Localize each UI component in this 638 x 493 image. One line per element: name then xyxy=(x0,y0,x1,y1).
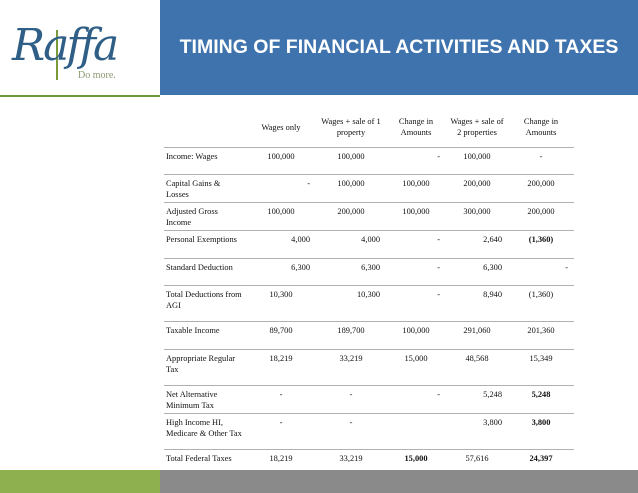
cell: 15,000 xyxy=(404,454,428,463)
row-label: Taxable Income xyxy=(166,326,220,335)
cell: 200,000 xyxy=(527,207,555,216)
row-label: Total Federal Taxes xyxy=(166,454,232,463)
table-row xyxy=(164,286,574,322)
cell: 57,616 xyxy=(465,454,489,463)
cell: 100,000 xyxy=(337,152,365,161)
row-label: Personal Exemptions xyxy=(166,235,237,244)
cell: 189,700 xyxy=(337,326,365,335)
cell: - xyxy=(565,263,568,272)
table-row xyxy=(164,175,574,203)
tax-comparison-table xyxy=(164,107,574,477)
cell: 3,800 xyxy=(531,418,551,427)
cell: 5,248 xyxy=(483,390,502,399)
header-cell-wages-only: Wages only xyxy=(261,122,301,132)
table-row xyxy=(164,231,574,259)
cell: 100,000 xyxy=(402,207,430,216)
table-row xyxy=(164,350,574,386)
cell: 4,000 xyxy=(361,235,380,244)
logo-tagline: Do more. xyxy=(78,70,116,81)
row-label: Income: Wages xyxy=(166,152,218,161)
cell: 200,000 xyxy=(527,179,555,188)
cell: (1,360) xyxy=(528,290,554,299)
logo xyxy=(0,0,160,95)
table-row xyxy=(164,259,574,286)
cell: 8,940 xyxy=(483,290,502,299)
row-label: Standard Deduction xyxy=(166,263,233,272)
cell: 2,640 xyxy=(483,235,502,244)
cell: - xyxy=(349,390,353,399)
slide-title-banner xyxy=(160,0,638,95)
header-cell-two-properties: Wages + sale of 2 properties xyxy=(450,117,504,137)
footer-accent-green xyxy=(0,470,160,493)
cell: - xyxy=(437,290,440,299)
row-label: Total Deductions from AGI xyxy=(166,290,242,310)
cell: - xyxy=(539,152,543,161)
cell: 4,000 xyxy=(291,235,310,244)
cell: 18,219 xyxy=(269,354,293,363)
cell: 5,248 xyxy=(531,390,551,399)
logo-wordmark: Raffa xyxy=(12,20,117,71)
cell: 201,360 xyxy=(527,326,555,335)
cell: 100,000 xyxy=(267,207,295,216)
header-cell-change-1: Change in Amounts xyxy=(398,117,434,137)
cell: 10,300 xyxy=(269,290,293,299)
cell: 200,000 xyxy=(463,179,491,188)
cell: 33,219 xyxy=(339,454,363,463)
row-label: Adjusted Gross Income xyxy=(166,207,218,227)
cell: 100,000 xyxy=(402,326,430,335)
cell: - xyxy=(349,418,353,427)
cell: - xyxy=(279,390,283,399)
cell: 48,568 xyxy=(465,354,489,363)
cell: 291,060 xyxy=(463,326,491,335)
table-row xyxy=(164,386,574,414)
cell: 24,397 xyxy=(529,454,553,463)
cell: 15,000 xyxy=(404,354,428,363)
cell: - xyxy=(437,263,440,272)
table-row xyxy=(164,322,574,350)
cell: 100,000 xyxy=(267,152,295,161)
accent-divider xyxy=(0,95,160,97)
cell: 100,000 xyxy=(337,179,365,188)
cell: - xyxy=(279,418,283,427)
cell: 300,000 xyxy=(463,207,491,216)
table-row xyxy=(164,203,574,231)
cell: 6,300 xyxy=(291,263,310,272)
cell: - xyxy=(437,235,440,244)
table-row xyxy=(164,414,574,450)
cell: - xyxy=(307,179,310,188)
slide-title: TIMING OF FINANCIAL ACTIVITIES AND TAXES xyxy=(179,36,619,58)
table-header-row xyxy=(164,107,574,148)
cell xyxy=(386,414,446,450)
header-cell-change-2: Change in Amounts xyxy=(523,117,559,137)
cell: 18,219 xyxy=(269,454,293,463)
cell: 89,700 xyxy=(269,326,293,335)
row-label: High Income HI, Medicare & Other Tax xyxy=(166,418,242,438)
cell: 200,000 xyxy=(337,207,365,216)
cell: - xyxy=(437,390,440,399)
cell: 15,349 xyxy=(529,354,553,363)
header-cell-one-property: Wages + sale of 1 property xyxy=(321,117,381,137)
row-label: Appropriate Regular Tax xyxy=(166,354,236,374)
cell: - xyxy=(437,152,440,161)
header-cell-label xyxy=(164,107,246,148)
cell: 100,000 xyxy=(463,152,491,161)
footer-accent-grey xyxy=(160,470,638,493)
table-row xyxy=(164,148,574,175)
row-label: Capital Gains & Losses xyxy=(166,179,221,199)
cell: 6,300 xyxy=(361,263,380,272)
cell: 33,219 xyxy=(339,354,363,363)
row-label: Net Alternative Minimum Tax xyxy=(166,390,218,410)
cell: 10,300 xyxy=(356,290,380,299)
cell: 100,000 xyxy=(402,179,430,188)
cell: 3,800 xyxy=(483,418,502,427)
cell: 6,300 xyxy=(483,263,502,272)
cell: (1,360) xyxy=(528,235,554,244)
